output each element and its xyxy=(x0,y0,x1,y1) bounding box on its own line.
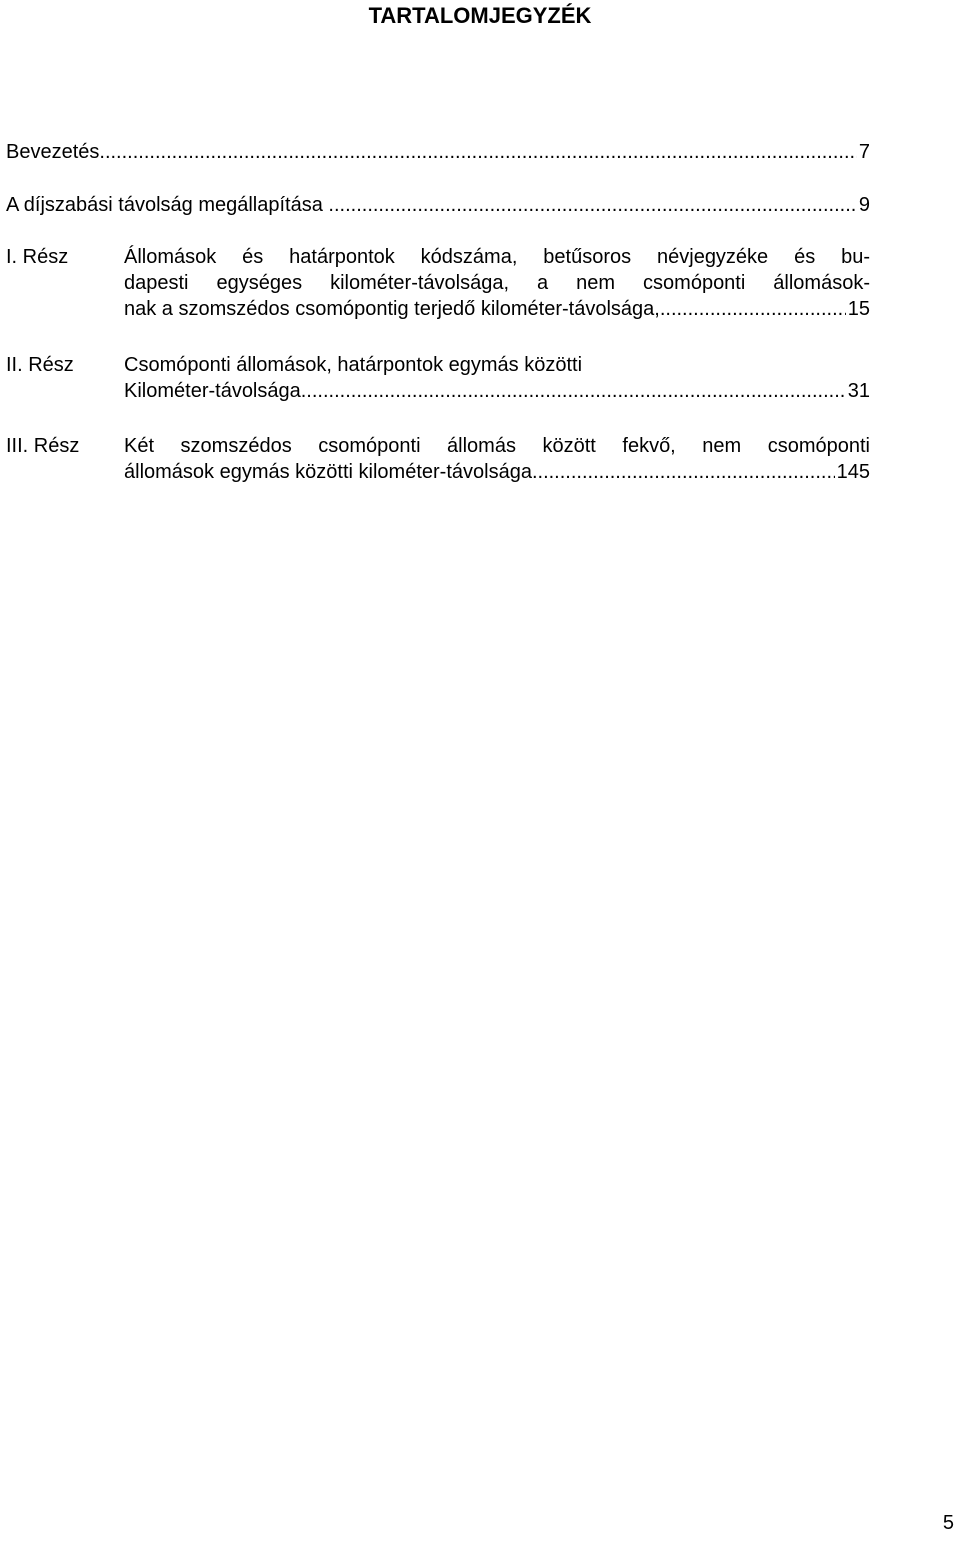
toc-entry-page: 15 xyxy=(847,298,870,320)
toc-entry-dijszabasi-tavolsag xyxy=(6,194,870,216)
toc-entry-text: A díjszabási távolság megállapítása ..... xyxy=(6,194,857,216)
part-body-3 xyxy=(124,433,870,485)
part-line: Két szomszédos csomóponti állomás között fekvő, nem csomóponti xyxy=(124,435,870,457)
part-line: Csomóponti állomások, határpontok egymás közötti xyxy=(124,354,583,376)
toc-entry-page: 9 xyxy=(858,194,870,216)
part-last-line: állomások egymás közötti kilométer-távolsága ..... 145 xyxy=(124,459,870,485)
part-label-2: II. Rész xyxy=(6,354,74,376)
part-label-1: I. Rész xyxy=(6,246,69,268)
toc-entry-page: 31 xyxy=(847,380,870,402)
document-title: TARTALOMJEGYZÉK xyxy=(368,3,592,28)
part-last-line: nak a szomszédos csomópontig terjedő kilométer-távolsága, ..... 15 xyxy=(124,296,870,322)
toc-entry-text: Bevezetés ..... xyxy=(6,141,857,163)
part-last-line: Kilométer-távolsága ..... 31 xyxy=(124,378,870,404)
toc-entry-page: 145 xyxy=(836,461,870,483)
part-line: Állomások és határpontok kódszáma, betűsoros névjegyzéke és bu- xyxy=(124,246,870,268)
part-body-1 xyxy=(124,244,870,322)
toc-entry-page: 7 xyxy=(858,141,870,163)
part-label-3: III. Rész xyxy=(6,435,80,457)
part-line: dapesti egységes kilométer-távolsága, a nem csomóponti állomások- xyxy=(124,272,870,294)
part-body-2 xyxy=(124,352,870,404)
page-number: 5 xyxy=(942,1512,954,1534)
toc-entry-bevezetes xyxy=(6,141,870,163)
